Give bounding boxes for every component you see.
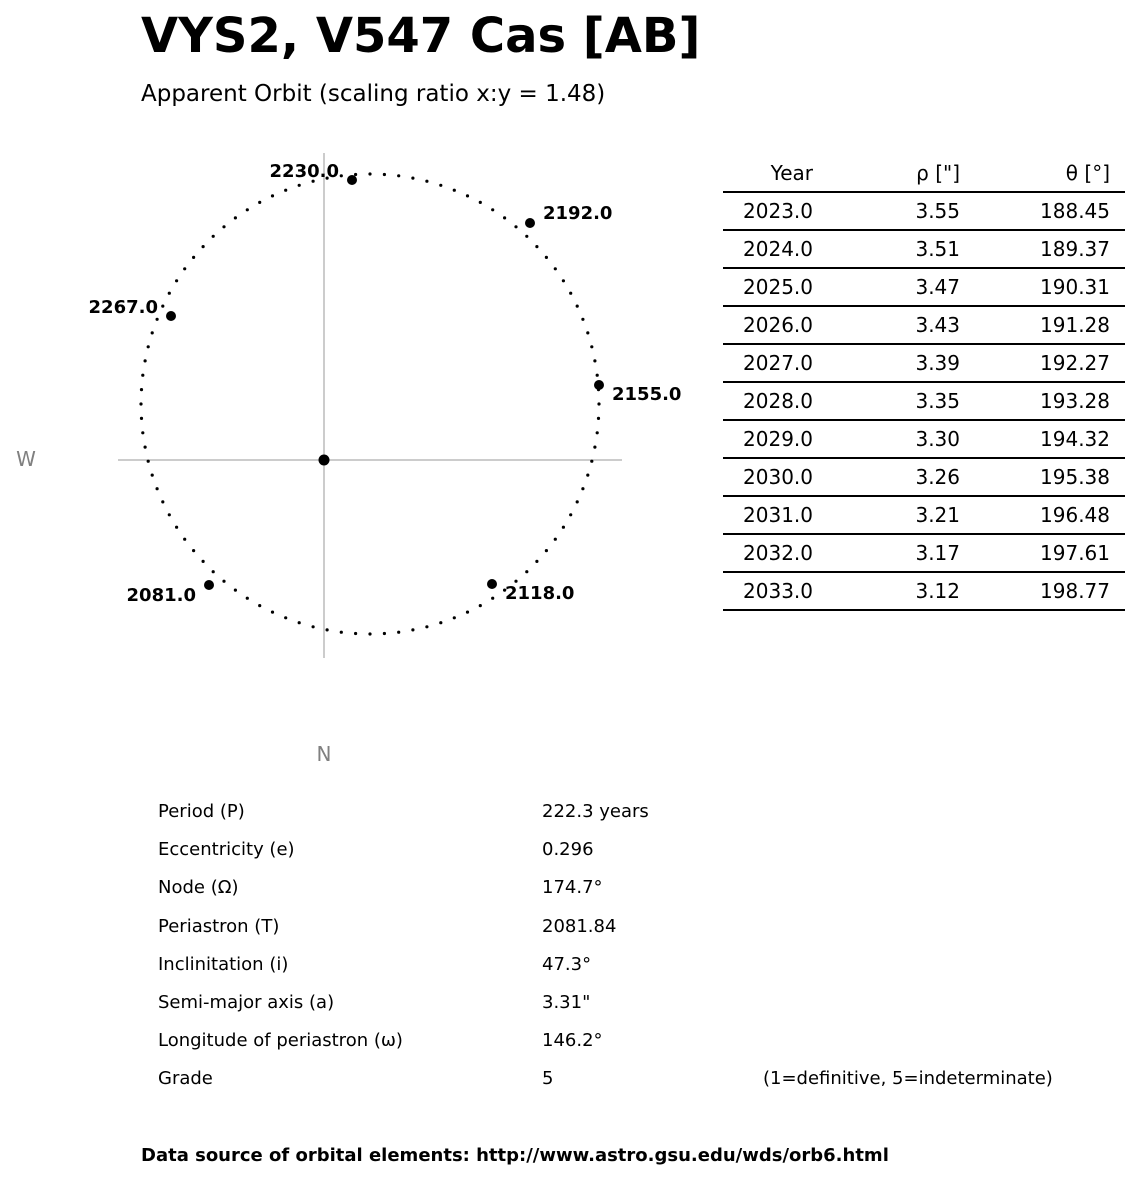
epoch-marker <box>347 175 357 185</box>
orbit-dot <box>576 305 579 308</box>
table-row <box>723 420 1125 458</box>
orbit-dot <box>168 513 171 516</box>
orbit-dot <box>586 474 589 477</box>
cell-year: 2024.0 <box>743 237 813 261</box>
data-source: Data source of orbital elements: http://www.astro.gsu.edu/wds/orb6.html <box>141 1145 889 1166</box>
orbit-dot <box>576 500 579 503</box>
orbit-dot <box>425 625 428 628</box>
orbit-dot <box>368 632 371 635</box>
element-label: Semi-major axis (a) <box>158 991 335 1013</box>
orbit-dot <box>354 632 357 635</box>
page-subtitle: Apparent Orbit (scaling ratio x:y = 1.48) <box>141 81 606 107</box>
orbit-dot <box>593 359 596 362</box>
epoch-label: 2155.0 <box>612 384 682 405</box>
orbit-dot <box>535 245 538 248</box>
orbit-dot <box>525 235 528 238</box>
orbit-dot <box>535 560 538 563</box>
orbit-dot <box>212 235 215 238</box>
orbit-dot <box>586 331 589 334</box>
table-row <box>723 458 1125 496</box>
cell-pad <box>1110 230 1125 268</box>
orbit-dot <box>562 279 565 282</box>
orbit-dot <box>354 173 357 176</box>
header-year: Year <box>770 161 813 185</box>
table-row <box>723 268 1125 306</box>
orbit-dot <box>246 208 249 211</box>
orbit-dot <box>271 611 274 614</box>
orbit-dot <box>284 189 287 192</box>
header-pad <box>1110 155 1125 192</box>
table-row <box>723 572 1125 610</box>
cell-rho: 3.47 <box>915 275 960 299</box>
orbit-dot <box>156 487 159 490</box>
orbit-dot <box>479 201 482 204</box>
cell-theta: 190.31 <box>1040 275 1110 299</box>
north-label: N <box>316 742 332 766</box>
cell-pad <box>1110 458 1125 496</box>
cell-rho: 3.51 <box>915 237 960 261</box>
element-value: 2081.84 <box>542 915 617 937</box>
orbit-dot <box>545 549 548 552</box>
primary-star-marker <box>319 455 330 466</box>
cell-year: 2028.0 <box>743 389 813 413</box>
orbit-dot <box>234 589 237 592</box>
cell-rho: 3.43 <box>915 313 960 337</box>
orbit-dot <box>151 331 154 334</box>
orbit-dot <box>183 267 186 270</box>
cell-rho: 3.30 <box>915 427 960 451</box>
cell-theta: 188.45 <box>1040 199 1110 223</box>
element-label: Periastron (T) <box>158 915 280 937</box>
orbit-dot <box>569 513 572 516</box>
orbit-dot <box>397 631 400 634</box>
cell-theta: 196.48 <box>1040 503 1110 527</box>
orbit-dot <box>503 216 506 219</box>
cell-rho: 3.35 <box>915 389 960 413</box>
cell-theta: 198.77 <box>1040 579 1110 603</box>
orbit-dot <box>151 474 154 477</box>
orbit-dot <box>168 292 171 295</box>
element-value: 222.3 years <box>542 801 649 822</box>
table-row <box>723 306 1125 344</box>
cell-rho: 3.21 <box>915 503 960 527</box>
cell-pad <box>1110 382 1125 420</box>
orbit-dot <box>192 256 195 259</box>
cell-rho: 3.17 <box>915 541 960 565</box>
cell-year: 2033.0 <box>743 579 813 603</box>
orbit-dot <box>298 184 301 187</box>
element-label: Grade <box>158 1068 213 1090</box>
element-value: 0.296 <box>542 839 594 861</box>
table-row <box>723 192 1125 230</box>
orbit-dot <box>383 173 386 176</box>
orbit-dot <box>156 318 159 321</box>
orbit-dot <box>234 216 237 219</box>
element-label: Node (Ω) <box>158 877 239 899</box>
cell-theta: 192.27 <box>1040 351 1110 375</box>
element-label: Eccentricity (e) <box>158 839 295 861</box>
epoch-markers <box>89 161 682 606</box>
table-row <box>723 496 1125 534</box>
orbit-dot <box>397 174 400 177</box>
orbit-dot <box>491 597 494 600</box>
orbit-dot <box>439 621 442 624</box>
orbit-dot <box>144 446 147 449</box>
orbit-dot <box>147 345 150 348</box>
element-value: 146.2° <box>542 1030 603 1052</box>
element-value: 5 <box>542 1068 554 1090</box>
orbit-dot <box>597 402 600 405</box>
cell-rho: 3.12 <box>915 579 960 603</box>
orbit-dot <box>525 570 528 573</box>
orbit-dot <box>340 174 343 177</box>
orbit-dot <box>192 549 195 552</box>
orbit-dot <box>175 279 178 282</box>
cell-theta: 189.37 <box>1040 237 1110 261</box>
orbit-dot <box>139 402 142 405</box>
orbit-dot <box>581 487 584 490</box>
orbit-dot <box>175 526 178 529</box>
orbit-dot <box>453 189 456 192</box>
cell-pad <box>1110 534 1125 572</box>
table-row <box>723 534 1125 572</box>
orbit-dot <box>161 305 164 308</box>
cell-theta: 191.28 <box>1040 313 1110 337</box>
cell-pad <box>1110 420 1125 458</box>
orbit-dot <box>439 184 442 187</box>
cell-pad <box>1110 306 1125 344</box>
cell-rho: 3.39 <box>915 351 960 375</box>
orbit-dot <box>411 628 414 631</box>
cell-pad <box>1110 192 1125 230</box>
ephemeris-table <box>723 155 1125 611</box>
cell-year: 2026.0 <box>743 313 813 337</box>
orbit-dot <box>590 345 593 348</box>
header-theta: θ [°] <box>1065 161 1110 185</box>
epoch-marker <box>204 580 214 590</box>
element-label: Longitude of periastron (ω) <box>158 1030 403 1052</box>
cell-pad <box>1110 572 1125 610</box>
orbit-path <box>139 172 600 635</box>
epoch-marker <box>594 380 604 390</box>
orbit-dot <box>479 604 482 607</box>
epoch-marker <box>525 218 535 228</box>
orbit-dot <box>453 616 456 619</box>
orbit-dot <box>593 446 596 449</box>
cell-rho: 3.26 <box>915 465 960 489</box>
orbit-dot <box>596 374 599 377</box>
epoch-marker <box>166 311 176 321</box>
element-value: 174.7° <box>542 877 603 899</box>
element-value: 3.31" <box>542 991 591 1013</box>
page-title: VYS2, V547 Cas [AB] <box>141 8 701 64</box>
orbit-dot <box>222 580 225 583</box>
cell-theta: 194.32 <box>1040 427 1110 451</box>
orbit-dot <box>383 632 386 635</box>
cell-year: 2031.0 <box>743 503 813 527</box>
orbit-dot <box>411 177 414 180</box>
orbit-dot <box>596 431 599 434</box>
orbit-dot <box>246 597 249 600</box>
element-value: 47.3° <box>542 953 592 975</box>
cell-pad <box>1110 496 1125 534</box>
orbit-dot <box>144 359 147 362</box>
orbit-dot <box>140 417 143 420</box>
orbit-dot <box>562 526 565 529</box>
orbit-dot <box>312 625 315 628</box>
cell-year: 2025.0 <box>743 275 813 299</box>
orbit-dot <box>140 388 143 391</box>
header-rho: ρ ["] <box>916 161 960 185</box>
orbit-dot <box>141 431 144 434</box>
orbit-dot <box>141 374 144 377</box>
epoch-label: 2192.0 <box>543 203 613 224</box>
epoch-label: 2267.0 <box>88 297 158 318</box>
orbit-dot <box>581 318 584 321</box>
orbit-dot <box>212 570 215 573</box>
cell-year: 2030.0 <box>743 465 813 489</box>
cell-pad <box>1110 268 1125 306</box>
orbit-dot <box>590 460 593 463</box>
orbit-dot <box>491 208 494 211</box>
element-note: (1=definitive, 5=indeterminate) <box>763 1068 1053 1090</box>
orbit-dot <box>271 194 274 197</box>
orbit-dot <box>569 292 572 295</box>
orbit-dot <box>340 631 343 634</box>
epoch-marker <box>487 579 497 589</box>
orbit-dot <box>284 616 287 619</box>
cell-year: 2032.0 <box>743 541 813 565</box>
orbit-dot <box>161 500 164 503</box>
cell-theta: 195.38 <box>1040 465 1110 489</box>
ephemeris-body <box>723 192 1125 610</box>
epoch-label: 2118.0 <box>505 583 575 604</box>
table-row <box>723 382 1125 420</box>
table-row <box>723 230 1125 268</box>
orbit-dot <box>425 180 428 183</box>
west-label: W <box>16 447 36 471</box>
orbit-dot <box>597 417 600 420</box>
orbit-plot <box>0 0 700 780</box>
epoch-label: 2081.0 <box>126 585 196 606</box>
orbit-dot <box>545 256 548 259</box>
cell-year: 2023.0 <box>743 199 813 223</box>
orbit-dot <box>298 621 301 624</box>
orbit-dot <box>222 225 225 228</box>
cell-theta: 197.61 <box>1040 541 1110 565</box>
ephemeris-header-row <box>723 155 1125 192</box>
orbit-dot <box>466 194 469 197</box>
orbit-dot <box>466 611 469 614</box>
orbit-dot <box>202 245 205 248</box>
cell-theta: 193.28 <box>1040 389 1110 413</box>
orbit-dot <box>202 560 205 563</box>
epoch-label: 2230.0 <box>269 161 339 182</box>
element-label: Inclinitation (i) <box>158 953 289 975</box>
orbit-dot <box>183 538 186 541</box>
orbit-dot <box>258 201 261 204</box>
orbit-dot <box>147 460 150 463</box>
orbit-dot <box>368 172 371 175</box>
element-label: Period (P) <box>158 801 245 822</box>
cell-pad <box>1110 344 1125 382</box>
cell-year: 2029.0 <box>743 427 813 451</box>
orbit-dot <box>514 225 517 228</box>
cell-rho: 3.55 <box>915 199 960 223</box>
orbit-dot <box>258 604 261 607</box>
orbit-dot <box>554 267 557 270</box>
cell-year: 2027.0 <box>743 351 813 375</box>
table-row <box>723 344 1125 382</box>
orbit-dot <box>326 628 329 631</box>
orbit-dot <box>554 538 557 541</box>
